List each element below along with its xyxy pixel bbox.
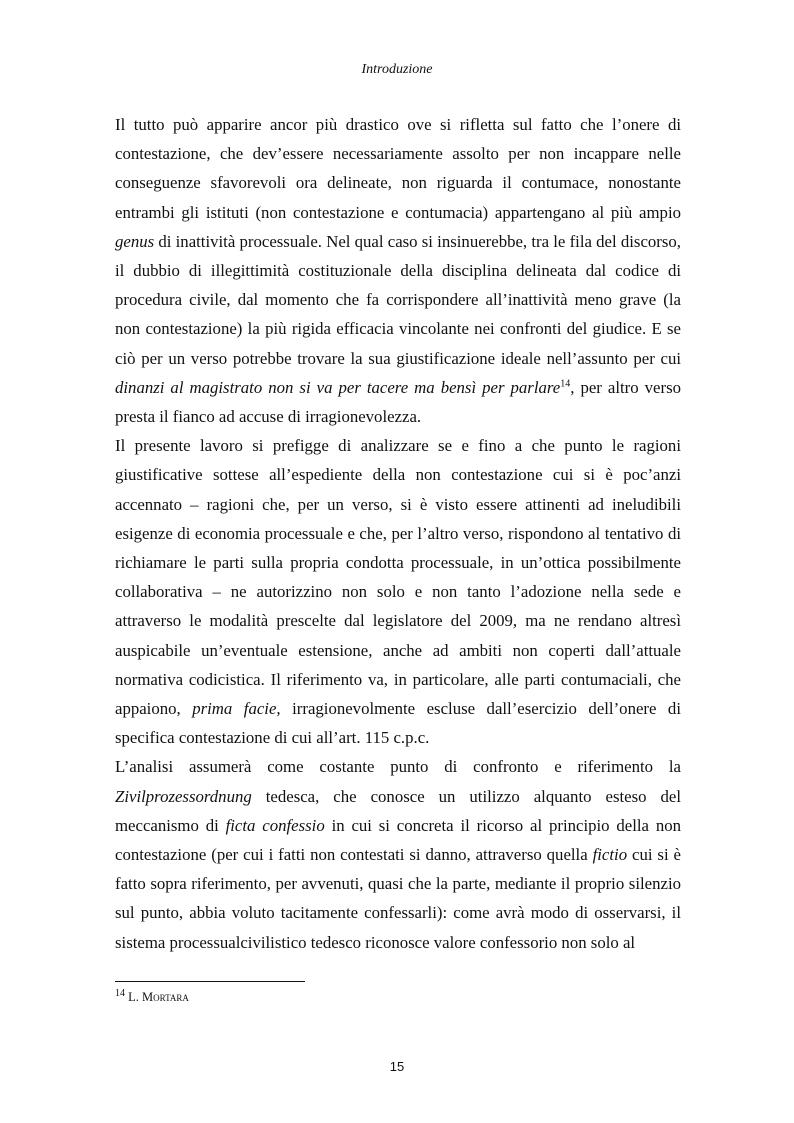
footnote-separator <box>115 981 305 982</box>
page-number: 15 <box>389 1059 405 1074</box>
footnote-number: 14 <box>115 987 125 999</box>
running-header: Introduzione <box>361 62 433 77</box>
paragraph-3-text-b: tedesca, che conosce un utilizzo alquanto esteso del meccanismo di <box>115 786 681 835</box>
footnote-14 <box>115 987 189 1005</box>
footnote-author-initial: L. <box>128 990 139 1004</box>
paragraph-2 <box>115 431 681 752</box>
paragraph-1-text-c: , per altro verso presta il fianco ad accuse di irragionevolezza. <box>115 377 682 427</box>
paragraph-3-italic-ficta-confessio: ficta confessio <box>225 815 325 835</box>
body-text <box>115 110 681 957</box>
paragraph-1-italic-quote: dinanzi al magistrato non si va per tacere ma bensì per parlare <box>115 377 561 397</box>
paragraph-3-text-a: L’analisi assumerà come costante punto di confronto e riferimento la <box>115 757 681 777</box>
paragraph-3 <box>115 752 681 956</box>
paragraph-2-text-a: Il presente lavoro si prefigge di analizzare se e fino a che punto le ragioni giustificative sottese all’espediente della non contestazione cui si è poc’anzi accennato – ragioni che, per un verso, si è visto essere attinenti ad ineludibili esigenze di economia processuale e che, per l’altro verso, rispondono al tentativo di richiamare le parti sulla propria condotta processuale, in un’ottica possibilmente collaborativa – ne autorizzino non solo e non tanto l’adozione nella sede e attraverso le modalità prescelte dal legislatore del 2009, ma ne rendano altresì auspicabile un’eventuale estensione, anche ad ambiti non coperti dall’attuale normativa codicistica. Il riferimento va, in particolare, alle parti contumaciali, che appaiono, <box>115 436 681 719</box>
footnote-author-surname: Mortara <box>142 990 189 1004</box>
paragraph-1-italic-genus: genus <box>115 231 155 251</box>
paragraph-1-text-b: di inattività processuale. Nel qual caso si insinuerebbe, tra le fila del discorso, il dubbio di illegittimità costituzionale della disciplina delineata dal codice di procedura civile, dal momento che fa corrispondere all’inattività meno grave (la non contestazione) la più rigida efficacia vincolante nei confronti del giudice. E se ciò per un verso potrebbe trovare la sua giustificazione ideale nell’assunto per cui <box>115 231 681 368</box>
paragraph-3-italic-fictio: fictio <box>592 845 628 865</box>
paragraph-3-italic-zpo: Zivilprozessordnung <box>115 786 252 806</box>
paragraph-2-italic-prima-facie: prima facie, <box>192 699 281 719</box>
paragraph-3-text-c: in cui si concreta il ricorso al principio della non contestazione (per cui i fatti non contestati si danno, attraverso quella <box>115 815 681 865</box>
paragraph-1-text-a: Il tutto può apparire ancor più drastico ove si rifletta sul fatto che l’onere di contestazione, che dev’essere necessariamente assolto per non incappare nelle conseguenze sfavorevoli ora delineate, non riguarda il contumace, nonostante entrambi gli istituti (non contestazione e contumacia) appartengano al più ampio <box>115 115 681 222</box>
paragraph-1 <box>115 110 681 431</box>
paragraph-2-text-b: irragionevolmente escluse dall’esercizio dell’onere di specifica contestazione di cui all’art. 115 c.p.c. <box>115 699 681 748</box>
footnote-reference[interactable]: 14 <box>560 378 571 390</box>
paragraph-3-text-d: cui si è fatto sopra riferimento, per avvenuti, quasi che la parte, mediante il proprio silenzio sul punto, abbia voluto tacitamente confessarli): come avrà modo di osservarsi, il sistema processualcivilistico tedesco riconosce valore confessorio non solo al <box>115 845 681 952</box>
